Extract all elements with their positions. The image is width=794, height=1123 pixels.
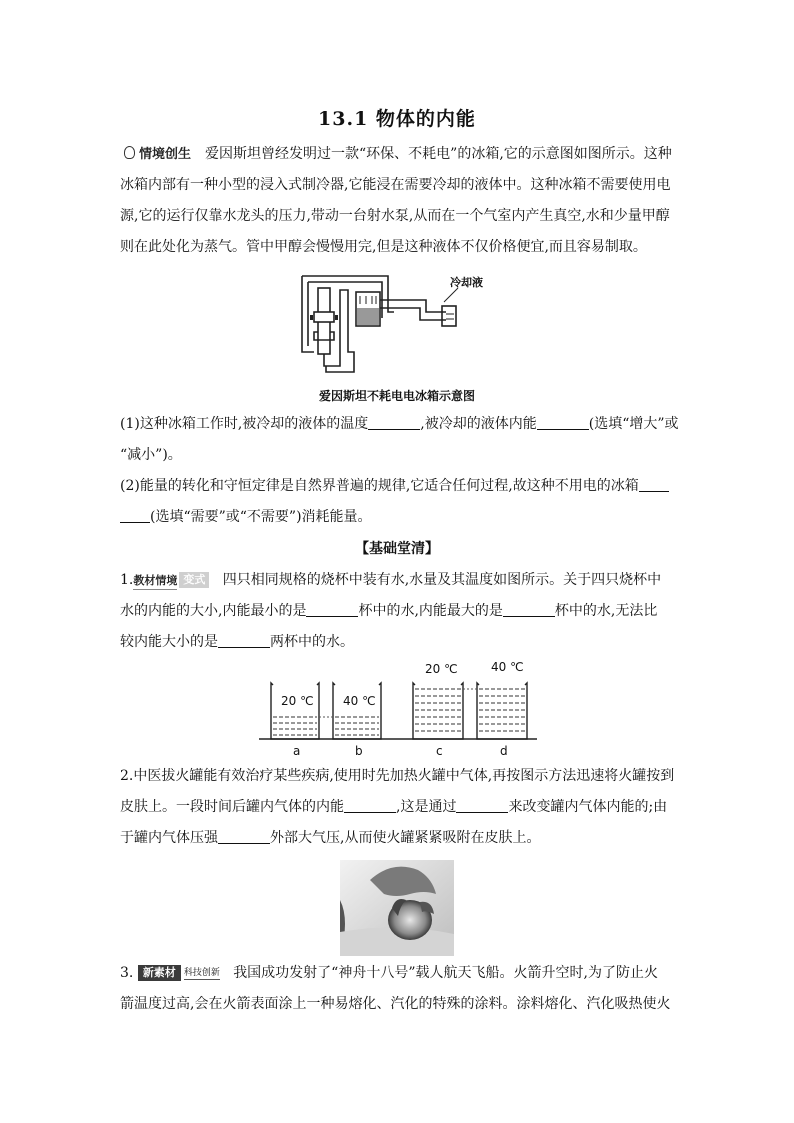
valve xyxy=(314,312,334,322)
answer-blank[interactable] xyxy=(218,633,270,648)
fridge-caption: 爱因斯坦不耗电电冰箱示意图 xyxy=(318,389,475,403)
bulb-icon xyxy=(124,146,135,159)
beakers-figure xyxy=(255,655,540,760)
answer-blank[interactable] xyxy=(456,798,508,813)
answer-blank[interactable] xyxy=(639,477,669,492)
question-line: (选填“需要”或“不需要”)消耗能量。 xyxy=(120,502,680,533)
beaker-b xyxy=(333,683,381,739)
temp-label-d: 40 ℃ xyxy=(491,660,524,674)
beaker-a xyxy=(271,683,319,739)
beaker-label-d: d xyxy=(500,744,508,758)
answer-blank[interactable] xyxy=(368,415,420,430)
question-line: (1)这种冰箱工作时,被冷却的液体的温度 ,被冷却的液体内能 (选填“增大”或 xyxy=(120,416,679,432)
cooling-pipe xyxy=(380,300,446,320)
question-2: 2.中医拔火罐能有效治疗某些疾病,使用时先加热火罐中气体,再按图示方法迅速将火罐按到 皮肤上。一段时间后罐内气体的内能 ,这是通过 来改变罐内气体内能的;由 于罐内气体压强 外部大气压,从而使火罐紧紧吸附在皮肤上。 xyxy=(120,768,675,846)
question-number: 3. xyxy=(120,965,134,981)
page-title: 13.1 物体的内能 xyxy=(318,108,476,130)
question-1: 1.教材情境 变式 四只相同规格的烧杯中装有水,水量及其温度如图所示。关于四只烧杯中 水的内能的大小,内能最小的是 杯中的水,内能最大的是 杯中的水,无法比 较内能大小的是 两杯中的水。 xyxy=(120,572,662,650)
answer-blank[interactable] xyxy=(120,508,150,523)
answer-blank[interactable] xyxy=(306,602,358,617)
beaker-label-b: b xyxy=(355,744,363,758)
answer-blank[interactable] xyxy=(537,415,589,430)
fridge-diagram xyxy=(296,272,496,380)
temp-label-a: 20 ℃ xyxy=(281,694,314,708)
intro-paragraph xyxy=(120,139,680,263)
new-material-tag: 新素材 xyxy=(138,965,181,981)
beaker-d xyxy=(477,683,527,739)
temp-label-c: 20 ℃ xyxy=(425,662,458,676)
coolant-vessel xyxy=(442,306,456,326)
variant-tag: 变式 xyxy=(179,572,209,588)
scene-badge-label: 情境创生 xyxy=(139,147,192,162)
intro-line: 冰箱内部有一种小型的浸入式制冷器,它能浸在需要冷却的液体中。这种冰箱不需要使用电 xyxy=(120,177,671,193)
beaker-label-a: a xyxy=(293,744,301,758)
scene-badge xyxy=(120,139,195,170)
intro-text: 爱因斯坦曾经发明过一款“环保、不耗电”的冰箱,它的示意图如图所示。这种 xyxy=(205,146,672,162)
answer-blank[interactable] xyxy=(218,829,270,844)
coolant-label: 冷却液 xyxy=(450,276,483,289)
cupping-photo xyxy=(340,860,454,956)
intro-questions xyxy=(120,409,680,533)
answer-blank[interactable] xyxy=(503,602,555,617)
intro-line xyxy=(120,139,680,170)
question-number: 1. xyxy=(120,572,134,588)
textbook-tag: 教材情境 xyxy=(133,573,177,590)
section-title: 【基础堂清】 xyxy=(355,541,439,557)
beaker-c xyxy=(413,683,463,739)
beaker-label-c: c xyxy=(436,744,443,758)
liquid-fill xyxy=(357,308,379,325)
question-line: (2)能量的转化和守恒定律是自然界普遍的规律,它适合任何过程,故这种不用电的冰箱 xyxy=(120,471,680,502)
intro-line: 则在此处化为蒸气。管中甲醇会慢慢用完,但是这种液体不仅价格便宜,而且容易制取。 xyxy=(120,239,647,255)
question-3: 3. 新素材 科技创新 我国成功发射了“神舟十八号”载人航天飞船。火箭升空时,为了防止火 箭温度过高,会在火箭表面涂上一种易熔化、汽化的特殊的涂料。涂料熔化、汽化吸热使火 xyxy=(120,965,671,1012)
temp-label-b: 40 ℃ xyxy=(343,694,376,708)
question-line: “减小”)。 xyxy=(120,447,182,463)
tech-tag: 科技创新 xyxy=(183,968,220,978)
intro-line: 源,它的运行仅靠水龙头的压力,带动一台射水泵,从而在一个气室内产生真空,水和少量甲醇 xyxy=(120,208,670,224)
answer-blank[interactable] xyxy=(344,798,396,813)
